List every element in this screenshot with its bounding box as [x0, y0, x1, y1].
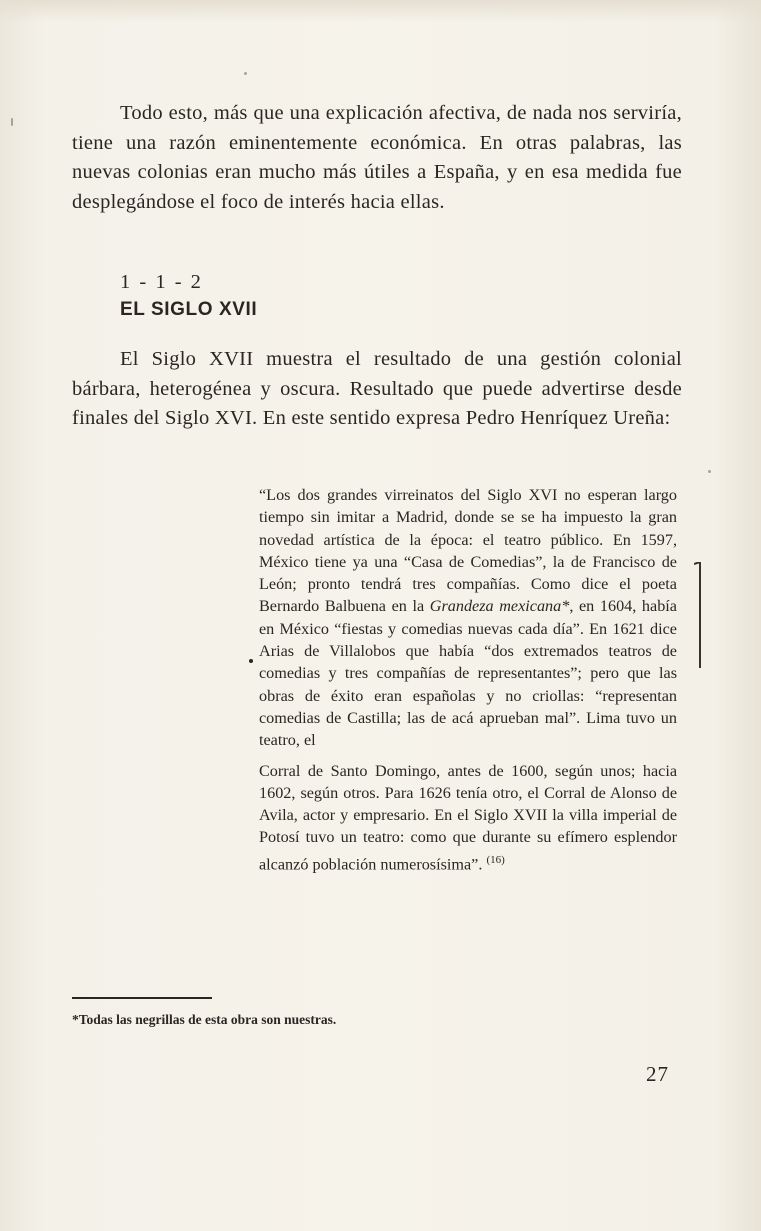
- page-top-shadow: [0, 0, 761, 22]
- margin-dot: [249, 659, 253, 663]
- body-paragraph-1: [72, 99, 682, 217]
- quote-text-continued: , en 1604, había en México “fiestas y comedias nuevas cada día”. En 1621 dice Arias de Villalobos que había “dos extremados teatros de comedias y tres compañías de representantes”; pero que las obras de éxito eran españolas y no criollas: “representan comedias de Castilla; las de acá aprueban mal”. Lima tuvo un teatro, el: [259, 597, 677, 750]
- quote-italic-title: Grandeza mexicana*: [429, 597, 570, 616]
- body-paragraph-2: [72, 345, 682, 434]
- quote-text-end: Corral de Santo Domingo, antes de 1600, según unos; hacia 1602, según otros. Para 1626 tenía otro, el Corral de Alonso de Avila, actor y empresario. En el Siglo XVII la villa imperial de Potosí tuvo un teatro: como que durante su efímero esplendor alcanzó población numerosísima”.: [259, 761, 677, 874]
- quote-reference: (16): [486, 853, 505, 866]
- quote-gap: [259, 752, 677, 760]
- quote-text-start: “Los dos grandes virreinatos del Siglo XVI no esperan largo tiempo sin imitar a Madrid, donde se se ha impuesto la gran novedad artística de la época: el teatro público. En 1597, México tiene ya una “Casa de Comedias”, la de Francisco de León; pronto tendrá tres compañías. Como dice el poeta Bernardo Balbuena en la: [259, 486, 677, 616]
- paper-speck: [11, 118, 13, 126]
- paragraph-1-text: Todo esto, más que una explicación afectiva, de nada nos serviría, tiene una razón eminentemente económica. En otras palabras, las nuevas colonias eran mucho más útiles a España, y en esa medida fue desplegándose el foco de interés hacia ellas.: [72, 102, 682, 213]
- footnote-divider: [72, 997, 212, 999]
- margin-mark: [694, 562, 702, 668]
- page-number: 27: [646, 1062, 669, 1086]
- footnote: *Todas las negrillas de esta obra son nuestras.: [72, 1012, 337, 1027]
- paragraph-2-text: El Siglo XVII muestra el resultado de una gestión colonial bárbara, heterogénea y oscura. Resultado que puede advertirse desde finales del Siglo XVI. En este sentido expresa Pedro Henríquez Ureña:: [72, 348, 682, 429]
- section-title: EL SIGLO XVII: [120, 299, 258, 320]
- paper-speck: [708, 470, 711, 473]
- section-number: 1 - 1 - 2: [120, 271, 203, 293]
- block-quotation: [259, 484, 677, 875]
- paper-speck: [244, 72, 247, 75]
